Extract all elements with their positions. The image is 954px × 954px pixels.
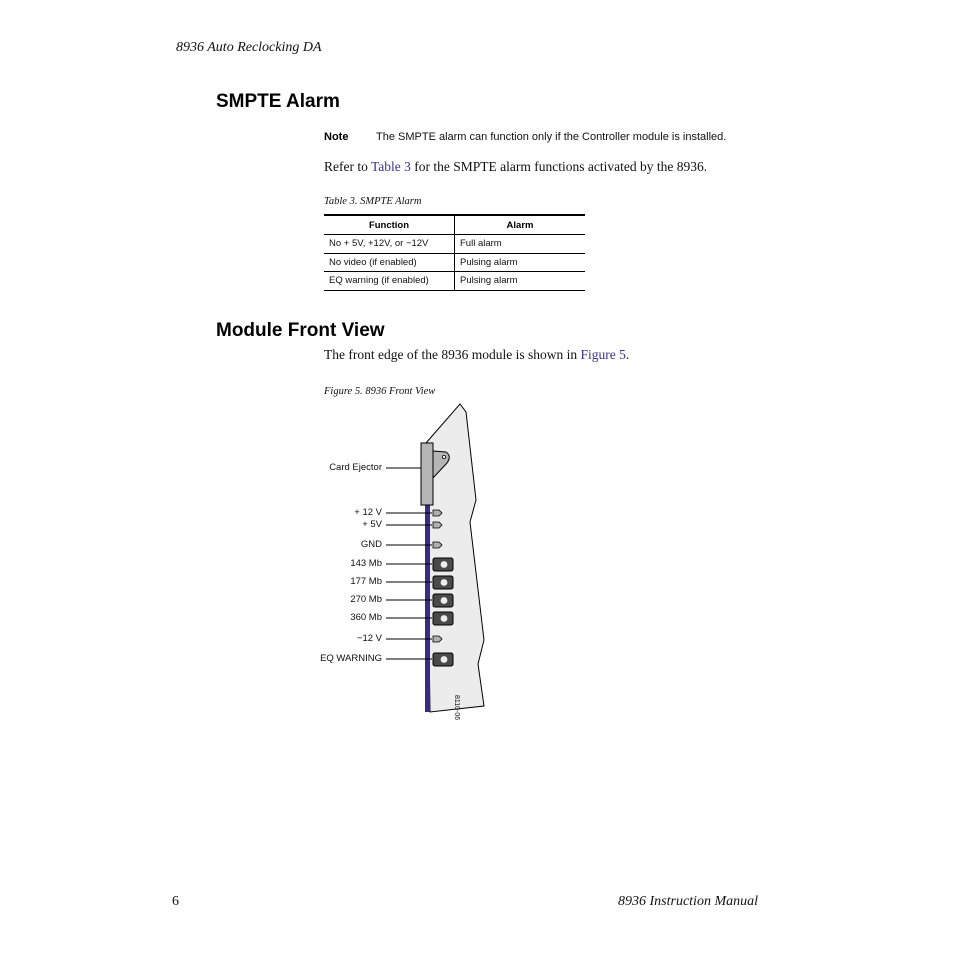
module-front-view-heading: Module Front View (216, 320, 385, 341)
running-header: 8936 Auto Reclocking DA (176, 40, 322, 55)
column-header-function: Function (324, 215, 455, 235)
card-front-edge (425, 505, 430, 712)
label-270mb: 270 Mb (350, 594, 382, 605)
label-minus12v: −12 V (356, 633, 382, 644)
table-cell-alarm: Pulsing alarm (455, 253, 586, 272)
label-360mb: 360 Mb (350, 612, 382, 623)
smpte-alarm-heading: SMPTE Alarm (216, 91, 340, 112)
intro-text-after: . (625, 347, 630, 362)
table-cell-function: EQ warning (if enabled) (324, 272, 455, 291)
note-text: The SMPTE alarm can function only if the Controller module is installed. (376, 131, 727, 143)
figure-caption: Figure 5. 8936 Front View (324, 386, 436, 397)
ejector-screw (442, 455, 445, 458)
label-eq-warning: EQ WARNING (320, 653, 382, 664)
table-caption: Table 3. SMPTE Alarm (324, 196, 422, 207)
label-gnd: GND (360, 539, 382, 550)
table-cell-function: No + 5V, +12V, or −12V (324, 235, 455, 254)
card-ejector (421, 443, 433, 505)
table-cell-alarm: Full alarm (455, 235, 586, 254)
label-plus5v: + 5V (362, 519, 382, 530)
table-3-link[interactable]: Table 3 (371, 159, 411, 174)
column-header-alarm: Alarm (455, 215, 586, 235)
note-label: Note (324, 131, 349, 143)
refer-text-after: for the SMPTE alarm functions activated by the 8936. (410, 159, 708, 174)
label-card-ejector: Card Ejector (329, 462, 382, 473)
table-cell-function: No video (if enabled) (324, 253, 455, 272)
figure-code: 8110-06 (453, 695, 460, 721)
label-177mb: 177 Mb (350, 576, 382, 587)
figure-5-link[interactable]: Figure 5 (580, 347, 626, 362)
page-number: 6 (172, 894, 179, 909)
label-plus12v: + 12 V (354, 507, 382, 518)
refer-text-before: Refer to (324, 159, 371, 174)
intro-text-before: The front edge of the 8936 module is shown in (324, 347, 581, 362)
table-cell-alarm: Pulsing alarm (455, 272, 586, 291)
footer-manual-title: 8936 Instruction Manual (618, 894, 758, 909)
label-143mb: 143 Mb (350, 558, 382, 569)
